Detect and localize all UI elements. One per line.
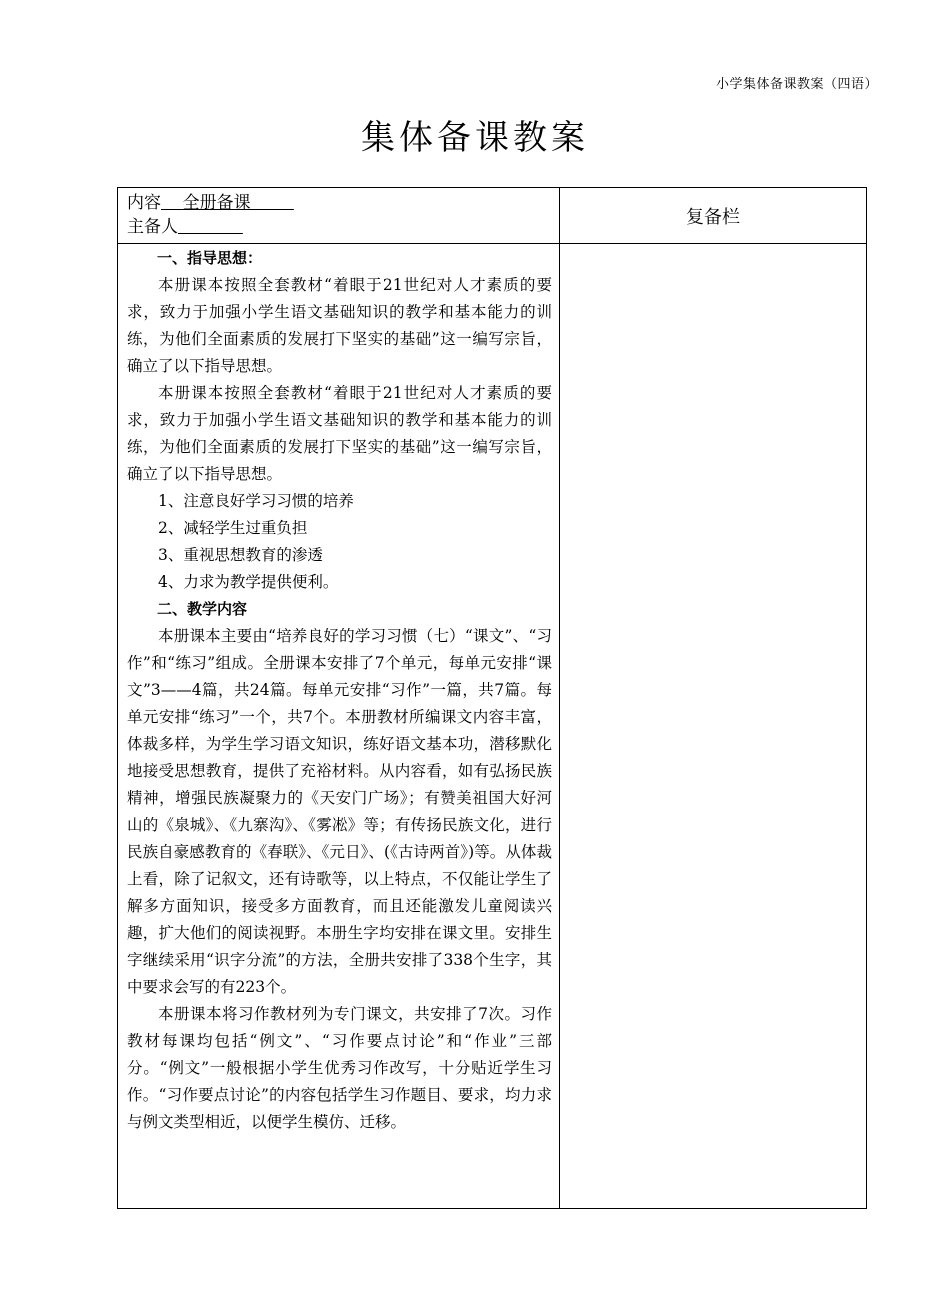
header-note: 小学集体备课教案（四语） bbox=[715, 77, 878, 92]
preparer-line bbox=[127, 215, 294, 239]
lesson-plan-table bbox=[117, 187, 867, 1209]
content-label: 内容 bbox=[127, 193, 161, 213]
review-column-header: 复备栏 bbox=[686, 206, 740, 228]
section1-paragraph-1: 本册课本按照全套教材“着眼于21世纪对人才素质的要求，致力于加强小学生语文基础知识的教学和基本能力的训练，为他们全面素质的发展打下坚实的基础”这一编写宗旨，确立了以下指导思想。 bbox=[127, 276, 552, 375]
section2-paragraph-2: 本册课本将习作教材列为专门课文，共安排了7次。习作教材每课均包括“例文”、“习作要点讨论”和“作业”三部分。“例文”一般根据小学生优秀习作改写，十分贴近学生习作。“习作要点讨论”的内容包括学生习作题目、要求，均力求与例文类型相近，以便学生模仿、迁移。 bbox=[127, 1005, 552, 1131]
guideline-item-2: 2、减轻学生过重负担 bbox=[158, 519, 308, 537]
content-value: 全册备课 bbox=[161, 193, 294, 213]
guideline-item-4: 4、力求为教学提供便利。 bbox=[158, 573, 339, 591]
document-title: 集体备课教案 bbox=[361, 118, 589, 158]
section1-heading: 一、指导思想： bbox=[157, 249, 263, 267]
table-header-left bbox=[127, 191, 294, 239]
section2-paragraph-1: 本册课本主要由“培养良好的学习习惯（七）“课文”、“习作”和“练习”组成。全册课本安排了7个单元，每单元安排“课文”3——4篇，共24篇。每单元安排“习作”一篇，共7篇。每单元安排“练习”一个，共7个。本册教材所编课文内容丰富，体裁多样，为学生学习语文知识，练好语文基本功，潜移默化地接受思想教育，提供了充裕材料。从内容看，如有弘扬民族精神，增强民族凝聚力的《天安门广场》；有赞美祖国大好河山的《泉城》、《九寨沟》、《雾凇》等；有传扬民族文化，进行民族自豪感教育的《春联》、《元日》、(《古诗两首》)等。从体裁上看，除了记叙文，还有诗歌等，以上特点，不仅能让学生了解多方面知识，接受多方面教育，而且还能激发儿童阅读兴趣，扩大他们的阅读视野。本册生字均安排在课文里。安排生字继续采用“识字分流”的方法，全册共安排了338个生字，其中要求会写的有223个。 bbox=[127, 627, 552, 996]
section1-paragraph-2: 本册课本按照全套教材“着眼于21世纪对人才素质的要求，致力于加强小学生语文基础知识的教学和基本能力的训练，为他们全面素质的发展打下坚实的基础”这一编写宗旨，确立了以下指导思想。 bbox=[127, 384, 552, 483]
content-line bbox=[127, 191, 294, 215]
preparer-label: 主备人 bbox=[127, 217, 178, 237]
column-divider bbox=[559, 188, 560, 1208]
table-header-row bbox=[118, 188, 866, 244]
guideline-item-1: 1、注意良好学习习惯的培养 bbox=[158, 492, 354, 510]
preparer-value bbox=[178, 217, 243, 237]
guideline-item-3: 3、重视思想教育的渗透 bbox=[158, 546, 323, 564]
section2-heading: 二、教学内容 bbox=[157, 600, 248, 618]
plan-content bbox=[127, 245, 552, 1136]
